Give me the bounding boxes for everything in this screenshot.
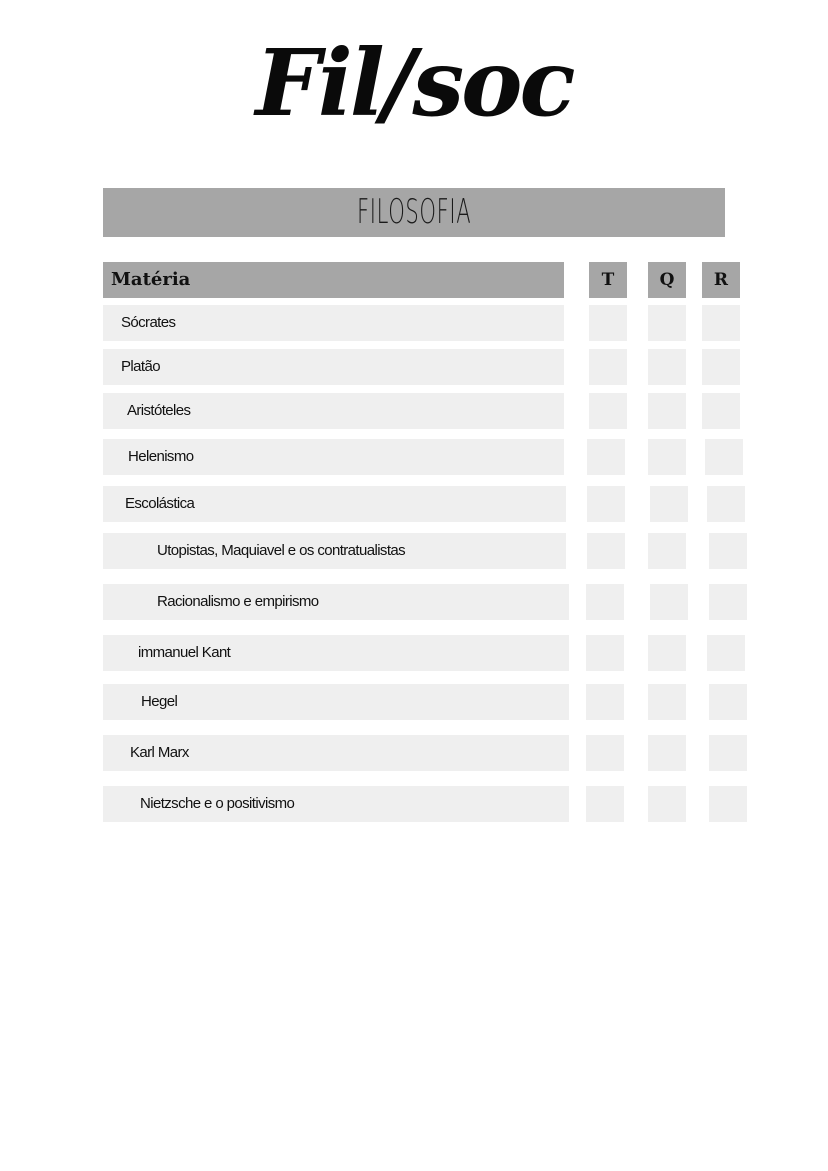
checkbox-cell-r[interactable] [702, 305, 740, 341]
checkbox-cell-q[interactable] [648, 786, 686, 822]
subject-label: Hegel [141, 693, 178, 710]
checkbox-cell-q[interactable] [648, 393, 686, 429]
checkbox-cell-q[interactable] [648, 439, 686, 475]
checkbox-cell-t[interactable] [587, 486, 625, 522]
checkbox-cell-q[interactable] [650, 486, 688, 522]
table-row [103, 393, 564, 429]
subject-label: Racionalismo e empirismo [157, 593, 319, 610]
checkbox-cell-q[interactable] [648, 635, 686, 671]
column-header-t: T [589, 262, 627, 298]
table-row [103, 349, 564, 385]
checkbox-cell-t[interactable] [586, 786, 624, 822]
table-row [103, 486, 566, 522]
subject-label: Sócrates [121, 314, 176, 331]
checkbox-cell-r[interactable] [709, 584, 747, 620]
column-header-r: R [702, 262, 740, 298]
checkbox-cell-r[interactable] [707, 635, 745, 671]
checkbox-cell-t[interactable] [586, 635, 624, 671]
checkbox-cell-t[interactable] [586, 735, 624, 771]
page-title: Fil/soc [255, 29, 573, 137]
subject-label: immanuel Kant [138, 644, 231, 661]
checkbox-cell-t[interactable] [589, 349, 627, 385]
checkbox-cell-r[interactable] [709, 786, 747, 822]
checkbox-cell-t[interactable] [589, 305, 627, 341]
checkbox-cell-r[interactable] [709, 735, 747, 771]
table-row [103, 533, 566, 569]
checkbox-cell-q[interactable] [650, 584, 688, 620]
table-row [103, 584, 569, 620]
checkbox-cell-r[interactable] [705, 439, 743, 475]
subject-label: Escolástica [125, 495, 195, 512]
checkbox-cell-r[interactable] [707, 486, 745, 522]
checkbox-cell-r[interactable] [709, 684, 747, 720]
section-banner [103, 188, 725, 237]
checkbox-cell-t[interactable] [589, 393, 627, 429]
checkbox-cell-t[interactable] [586, 584, 624, 620]
checkbox-cell-q[interactable] [648, 349, 686, 385]
table-row [103, 786, 569, 822]
checkbox-cell-q[interactable] [648, 684, 686, 720]
table-row [103, 635, 569, 671]
column-header-subject-label: Matéria [111, 269, 191, 290]
subject-label: Helenismo [128, 448, 194, 465]
checkbox-cell-q[interactable] [648, 735, 686, 771]
checkbox-cell-q[interactable] [648, 305, 686, 341]
column-header-q: Q [648, 262, 686, 298]
column-header-subject [103, 262, 564, 298]
checkbox-cell-q[interactable] [648, 533, 686, 569]
table-row [103, 735, 569, 771]
checkbox-cell-r[interactable] [702, 393, 740, 429]
subject-label: Nietzsche e o positivismo [140, 795, 295, 812]
table-row [103, 439, 564, 475]
checkbox-cell-t[interactable] [587, 439, 625, 475]
section-title: FILOSOFIA [356, 192, 472, 232]
checkbox-cell-t[interactable] [586, 684, 624, 720]
checkbox-cell-r[interactable] [702, 349, 740, 385]
subject-label: Utopistas, Maquiavel e os contratualistas [157, 542, 406, 559]
table-row [103, 684, 569, 720]
subject-label: Karl Marx [130, 744, 189, 761]
table-row [103, 305, 564, 341]
subject-label: Aristóteles [127, 402, 191, 419]
checkbox-cell-r[interactable] [709, 533, 747, 569]
checkbox-cell-t[interactable] [587, 533, 625, 569]
subject-label: Platão [121, 358, 160, 375]
